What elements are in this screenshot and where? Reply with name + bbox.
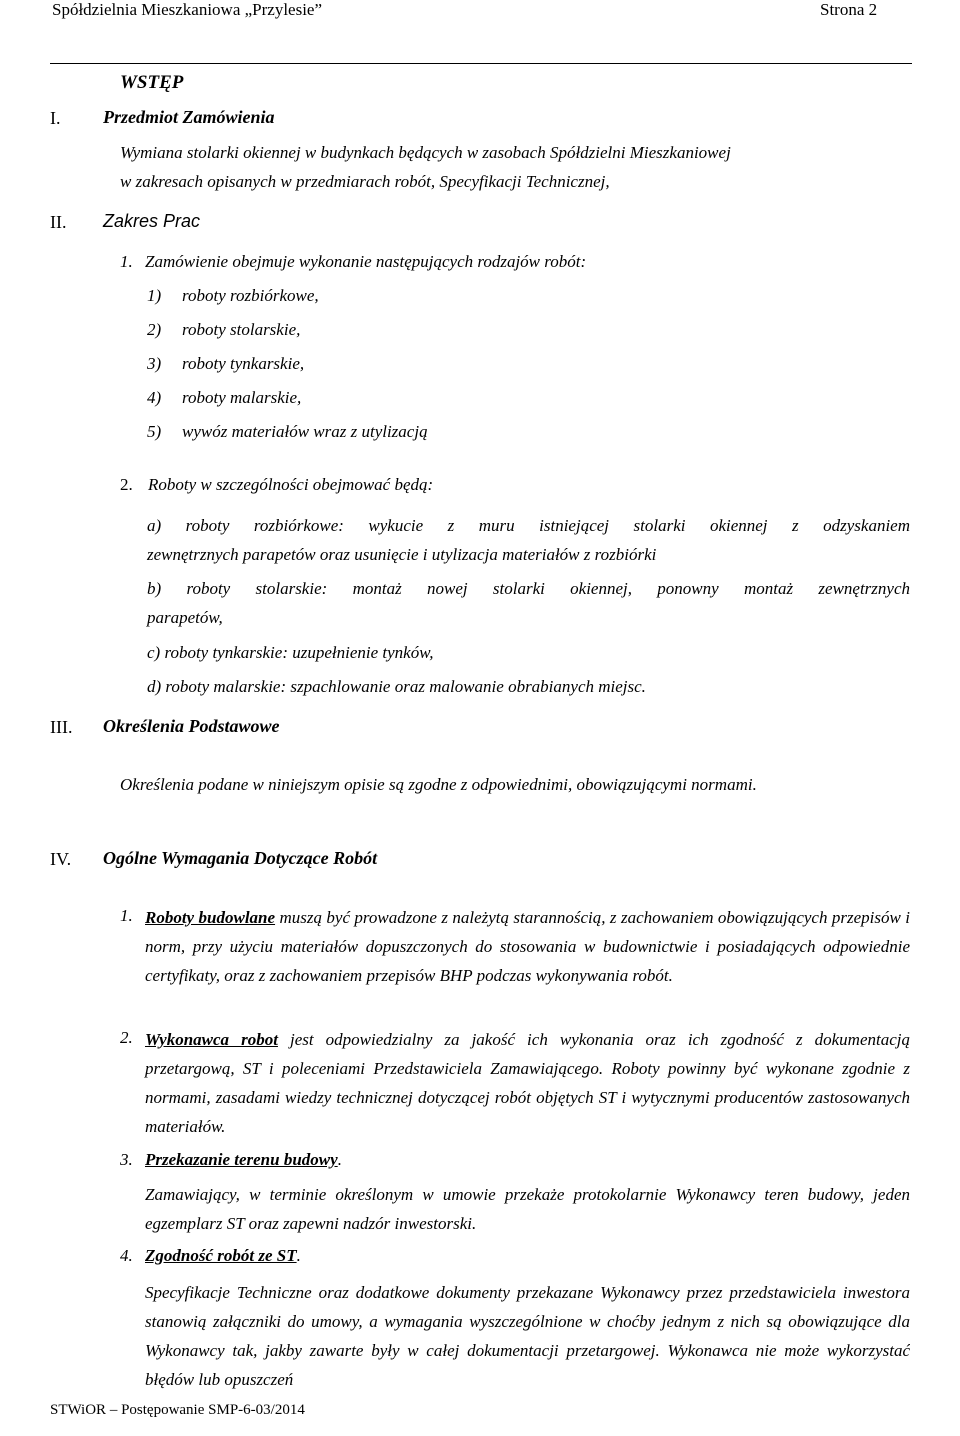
list-item-3-text: roboty tynkarskie,	[182, 354, 305, 373]
req-3-number: 3.	[120, 1150, 133, 1169]
section-2-point-1-text: Zamówienie obejmuje wykonanie następujących rodzajów robót:	[145, 252, 587, 271]
section-3-title: Określenia Podstawowe	[103, 716, 280, 736]
list-item-1-number: 1)	[147, 286, 162, 305]
section-2-number: II.	[50, 212, 67, 232]
list-item-3-number: 3)	[147, 354, 162, 373]
header-left: Spółdzielnia Mieszkaniowa „Przylesie”	[52, 0, 323, 19]
section-2-point-2-text: Roboty w szczególności obejmować będą:	[148, 475, 434, 494]
req-1-text: muszą być prowadzone z należytą starannością, z zachowaniem obowiązujących przepisów i norm, przy użyciu materiałów dopuszczonych do stosowania w budownictwie i posiadających odpowiednie certyfikaty, oraz z zachowaniem przepisów BHP podczas wykonywania robót.	[145, 908, 910, 985]
list-item-2-number: 2)	[147, 320, 162, 339]
list-item-5-text: wywóz materiałów wraz z utylizacją	[182, 422, 428, 441]
section-2-point-2-number: 2.	[120, 475, 133, 494]
section-3-text: Określenia podane w niniejszym opisie są zgodne z odpowiednimi, obowiązującymi normami.	[120, 775, 757, 794]
section-4-title: Ogólne Wymagania Dotyczące Robót	[103, 848, 378, 868]
scope-d: d) roboty malarskie: szpachlowanie oraz malowanie obrabianych miejsc.	[147, 677, 646, 696]
list-item-4-number: 4)	[147, 388, 162, 407]
scope-b-line1: b) roboty stolarskie: montaż nowej stolarki okiennej, ponowny montaż zewnętrznych	[147, 579, 910, 598]
req-3-heading	[145, 1150, 342, 1170]
list-item-4-text: roboty malarskie,	[182, 388, 302, 407]
footer-text: STWiOR – Postępowanie SMP-6-03/2014	[50, 1402, 305, 1418]
req-3-text: Zamawiający, w terminie określonym w umowie przekaże protokolarnie Wykonawcy teren budowy, jeden egzemplarz ST oraz zapewni nadzór inwestorski.	[145, 1185, 910, 1233]
req-4-text: Specyfikacje Techniczne oraz dodatkowe dokumenty przekazane Wykonawcy przez przedstawiciela inwestora stanowią załączniki do umowy, a wymagania wyszczególnione w choćby jednym z nich są obowiązujące dla Wykonawcy tak, jakby zawarte były w całej dokumentacji przetargowej. Wykonawca nie może wykorzystać błędów lub opuszczeń	[145, 1283, 910, 1389]
req-4-bold: Zgodność robót ze ST	[145, 1246, 297, 1265]
scope-c: c) roboty tynkarskie: uzupełnienie tynków,	[147, 643, 434, 662]
req-3-period: .	[337, 1150, 342, 1169]
header-page-number: Strona 2	[820, 0, 878, 19]
scope-a-line1: a) roboty rozbiórkowe: wykucie z muru istniejącej stolarki okiennej z odzyskaniem	[147, 516, 910, 535]
req-4-period: .	[296, 1246, 301, 1265]
req-4-heading	[145, 1246, 301, 1266]
section-1-text-line2: w zakresach opisanych w przedmiarach robót, Specyfikacji Technicznej,	[120, 172, 610, 191]
req-1-number: 1.	[120, 906, 133, 925]
req-4-number: 4.	[120, 1246, 133, 1265]
header-divider	[50, 63, 912, 64]
section-3-number: III.	[50, 717, 73, 737]
req-1-bold: Roboty budowlane	[145, 908, 276, 927]
list-item-5-number: 5)	[147, 422, 162, 441]
section-1-title: Przedmiot Zamówienia	[103, 107, 275, 127]
section-1-number: I.	[50, 108, 61, 128]
list-item-2-text: roboty stolarskie,	[182, 320, 301, 339]
req-1-paragraph	[145, 903, 910, 990]
section-2-point-1-number: 1.	[120, 252, 133, 271]
list-item-1-text: roboty rozbiórkowe,	[182, 286, 319, 305]
req-2-text: jest odpowiedzialny za jakość ich wykonania oraz ich zgodność z dokumentacją przetargową, ST i poleceniami Przedstawiciela Zamawiającego. Roboty powinny być wykonane zgodnie z normami, zasadami wiedzy technicznej dotyczącej robót objętych ST i wytycznymi producentów zastosowanych materiałów.	[145, 1030, 910, 1136]
section-2-title: Zakres Prac	[103, 211, 201, 231]
intro-title: WSTĘP	[120, 72, 184, 93]
req-2-bold: Wykonawca robot	[145, 1030, 278, 1049]
req-2-paragraph	[145, 1025, 910, 1141]
section-1-text-line1: Wymiana stolarki okiennej w budynkach będących w zasobach Spółdzielni Mieszkaniowej	[120, 143, 731, 162]
section-4-number: IV.	[50, 849, 72, 869]
req-2-number: 2.	[120, 1028, 133, 1047]
req-3-bold: Przekazanie terenu budowy	[145, 1150, 338, 1169]
scope-a-line2: zewnętrznych parapetów oraz usunięcie i utylizacja materiałów z rozbiórki	[147, 545, 657, 564]
scope-b-line2: parapetów,	[147, 608, 223, 627]
